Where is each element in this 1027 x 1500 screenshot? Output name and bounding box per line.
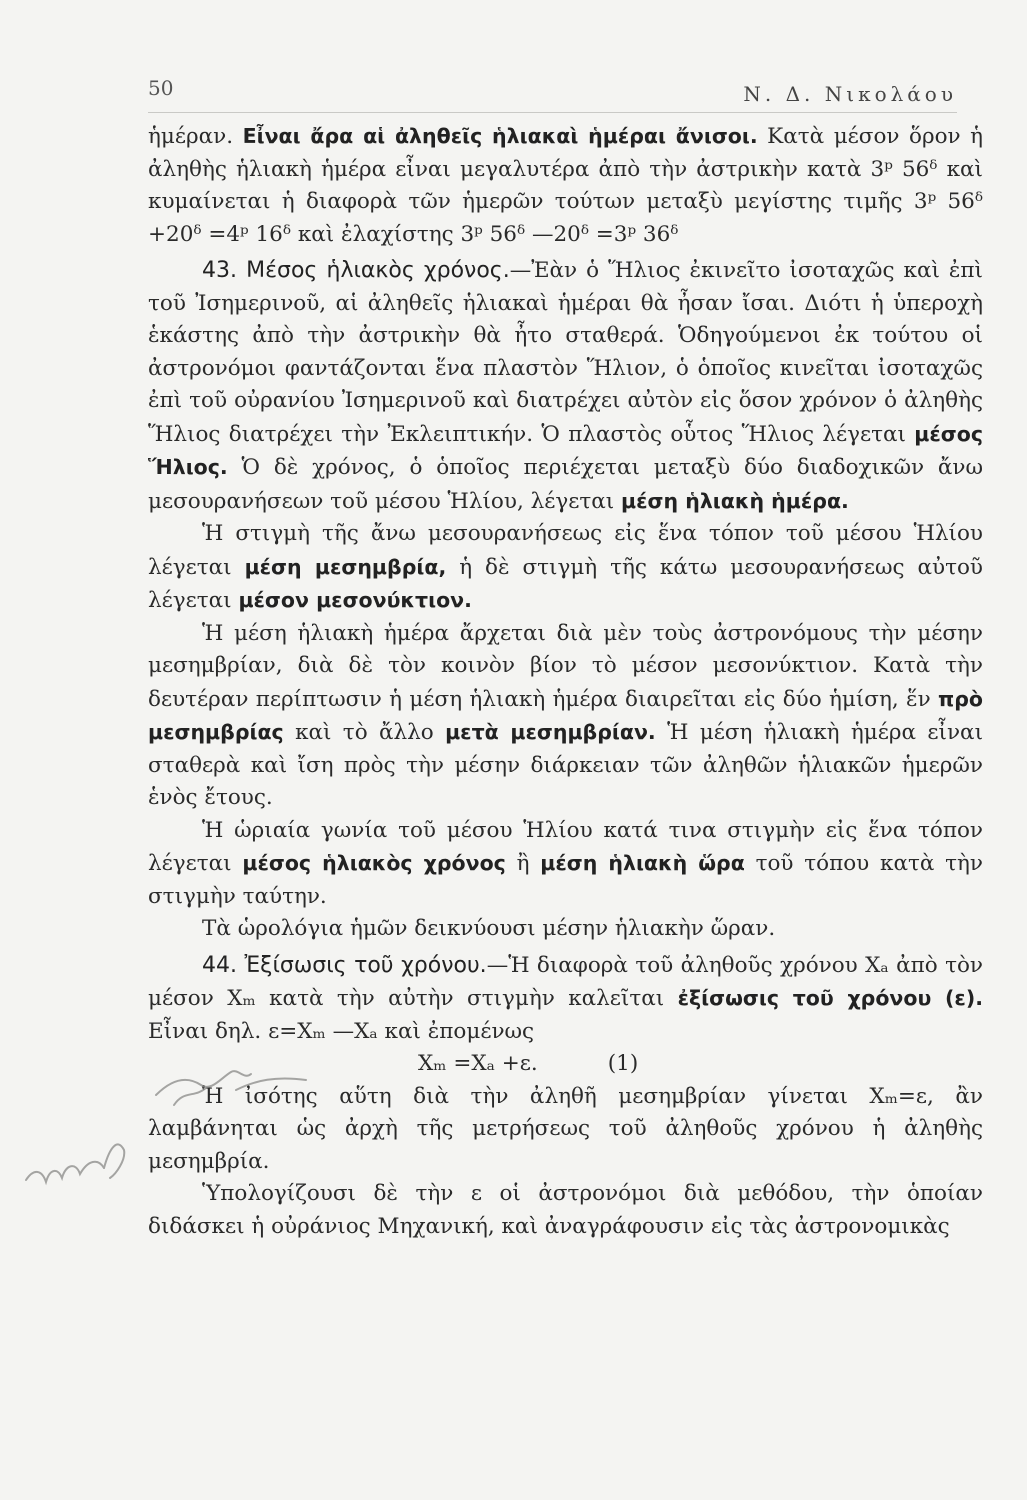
running-head: Ν. Δ. Νικολάου xyxy=(743,82,957,106)
bold-term: Εἶναι ἄρα αἱ ἀληθεῖς ἡλιακαὶ ἡμέραι ἄνισοι. xyxy=(242,124,758,148)
bold-term: μέση ἡλιακὴ ὥρα xyxy=(540,851,745,875)
bold-term: μέση μεσημβρία, xyxy=(244,554,447,579)
text-run: ἡ δὲ στιγμὴ τῆς κάτω μεσουρανήσεως αὐτοῦ λέγεται xyxy=(148,554,983,613)
equation-number: (1) xyxy=(607,1051,639,1076)
equation-expression: Xₘ =Xₐ +ε. xyxy=(418,1051,538,1076)
page-header xyxy=(148,72,957,113)
paragraph-1 xyxy=(148,120,983,251)
bold-term: μετὰ μεσημβρίαν. xyxy=(445,720,656,744)
paragraph-8 xyxy=(148,1081,983,1179)
paragraph-3 xyxy=(148,518,983,618)
bold-term: πρὸ μεσημβρίας xyxy=(148,686,983,744)
bold-term: μέση ἡλιακὴ ἡμέρα. xyxy=(621,488,849,513)
paragraph-4 xyxy=(148,618,983,815)
paragraph-5 xyxy=(148,815,983,914)
paragraph-9 xyxy=(148,1178,983,1243)
text-run: —Ἐὰν ὁ Ἥλιος ἐκινεῖτο ἰσοταχῶς καὶ ἐπὶ τοῦ Ἰσημερινοῦ, αἱ ἀληθεῖς ἡλιακαὶ ἡμέραι θὰ ἦσαν ἴσαι. Διότι ἡ ὑπεροχὴ ἑκάστης ἀπὸ τὴν ἀστρικὴν θὰ ἦτο σταθερά. Ὁδηγούμενοι ἐκ τούτου οἱ ἀστρονόμοι φαντάζονται ἕνα πλαστὸν Ἥλιον, ὁ ὁποῖος κινεῖται ἰσοταχῶς ἐπὶ τοῦ οὐρανίου Ἰσημερινοῦ καὶ διατρέχει αὐτὸν εἰς ὅσον χρόνον ὁ ἀληθὴς Ἥλιος διατρέχει τὴν Ἐκλειπτικήν. Ὁ πλαστὸς οὗτος Ἥλιος λέγεται xyxy=(148,258,983,447)
bold-term: μέσος Ἥλιος. xyxy=(148,421,983,479)
text-run: ἡμέραν. xyxy=(148,124,243,149)
text-run: Εἶναι δηλ. ε=Xₘ —Xₐ καὶ ἐπομένως xyxy=(148,1018,535,1044)
page-number: 50 xyxy=(148,76,174,100)
text-run: Ὁ δὲ χρόνος, ὁ ὁποῖος περιέχεται μεταξὺ δύο διαδοχικῶν ἄνω μεσουρανήσεων τοῦ μέσου Ἡλίου, λέγεται xyxy=(148,455,983,514)
text-run: Ἡ ἰσότης αὕτη διὰ τὴν ἀληθῆ μεσημβρίαν γίνεται Xₘ=ε, ἂν λαμβάνηται ὡς ἀρχὴ τῆς μετρήσεως τοῦ ἀληθοῦς χρόνου ἡ ἀληθὴς μεσημβρία. xyxy=(148,1083,983,1174)
text-run: καὶ τὸ ἄλλο xyxy=(283,720,446,745)
text-run: Ἡ ὡριαία γωνία τοῦ μέσου Ἡλίου κατά τινα στιγμὴν εἰς ἕνα τόπον λέγεται xyxy=(148,817,983,876)
text-run: Κατὰ μέσον ὅρον ἡ ἀληθὴς ἡλιακὴ ἡμέρα εἶναι μεγαλυτέρα ἀπὸ τὴν ἀστρικὴν κατὰ 3ᵖ 56ᵟ καὶ κυμαίνεται ἡ διαφορὰ τῶν ἡμερῶν τούτων μεταξὺ μεγίστης τιμῆς 3ᵖ 56ᵟ +20ᵟ =4ᵖ 16ᵟ καὶ ἐλαχίστης 3ᵖ 56ᵟ —20ᵟ =3ᵖ 36ᵟ xyxy=(148,124,983,247)
text-run: ἢ xyxy=(505,851,541,876)
bold-term: ἐξίσωσις τοῦ χρόνου (ε). xyxy=(677,986,983,1010)
text-run: τοῦ τόπου κατὰ τὴν στιγμὴν ταύτην. xyxy=(148,851,983,909)
text-run: Ἡ μέση ἡλιακὴ ἡμέρα εἶναι σταθερὰ καὶ ἴση πρὸς τὴν μέσην διάρκειαν τῶν ἀληθῶν ἡλιακῶν ἡμερῶν ἑνὸς ἔτους. xyxy=(148,720,983,810)
text-run: —Ἡ διαφορὰ τοῦ ἀληθοῦς χρόνου Xₐ ἀπὸ τὸν μέσον Xₘ κατὰ τὴν αὐτὴν στιγμὴν καλεῖται xyxy=(148,952,984,1011)
section-heading-43: 43. Μέσος ἡλιακὸς χρόνος. xyxy=(202,258,510,283)
text-run: Ἡ στιγμὴ τῆς ἄνω μεσουρανήσεως εἰς ἕνα τόπον τοῦ μέσου Ἡλίου λέγεται xyxy=(148,521,983,580)
text-run: Ὑπολογίζουσι δὲ τὴν ε οἱ ἀστρονόμοι διὰ μεθόδου, τὴν ὁποίαν διδάσκει ἡ οὐράνιος Μηχανική, καὶ ἀναγράφουσιν εἰς τὰς ἀστρονομικὰς xyxy=(148,1181,983,1239)
text-run: Ἡ μέση ἡλιακὴ ἡμέρα ἄρχεται διὰ μὲν τοὺς ἀστρονόμους τὴν μέσην μεσημβρίαν, διὰ δὲ τὸν κοινὸν βίον τὸ μέσον μεσονύκτιον. Κατὰ τὴν δευτέραν περίπτωσιν ἡ μέση ἡλιακὴ ἡμέρα διαιρεῖται εἰς δύο ἡμίση, ἕν xyxy=(148,620,983,712)
bold-term: μέσος ἡλιακὸς χρόνος xyxy=(242,851,506,875)
section-heading-44: 44. Ἐξίσωσις τοῦ χρόνου. xyxy=(202,952,487,978)
paragraph-44 xyxy=(148,950,983,1049)
paragraph-6 xyxy=(148,913,983,946)
text-run: Τὰ ὡρολόγια ἡμῶν δεικνύουσι μέσην ἡλιακὴν ὥραν. xyxy=(202,916,776,941)
equation-1 xyxy=(148,1048,983,1081)
bold-term: μέσον μεσονύκτιον. xyxy=(238,588,472,612)
text-body xyxy=(148,120,983,1243)
paragraph-43 xyxy=(148,255,983,518)
